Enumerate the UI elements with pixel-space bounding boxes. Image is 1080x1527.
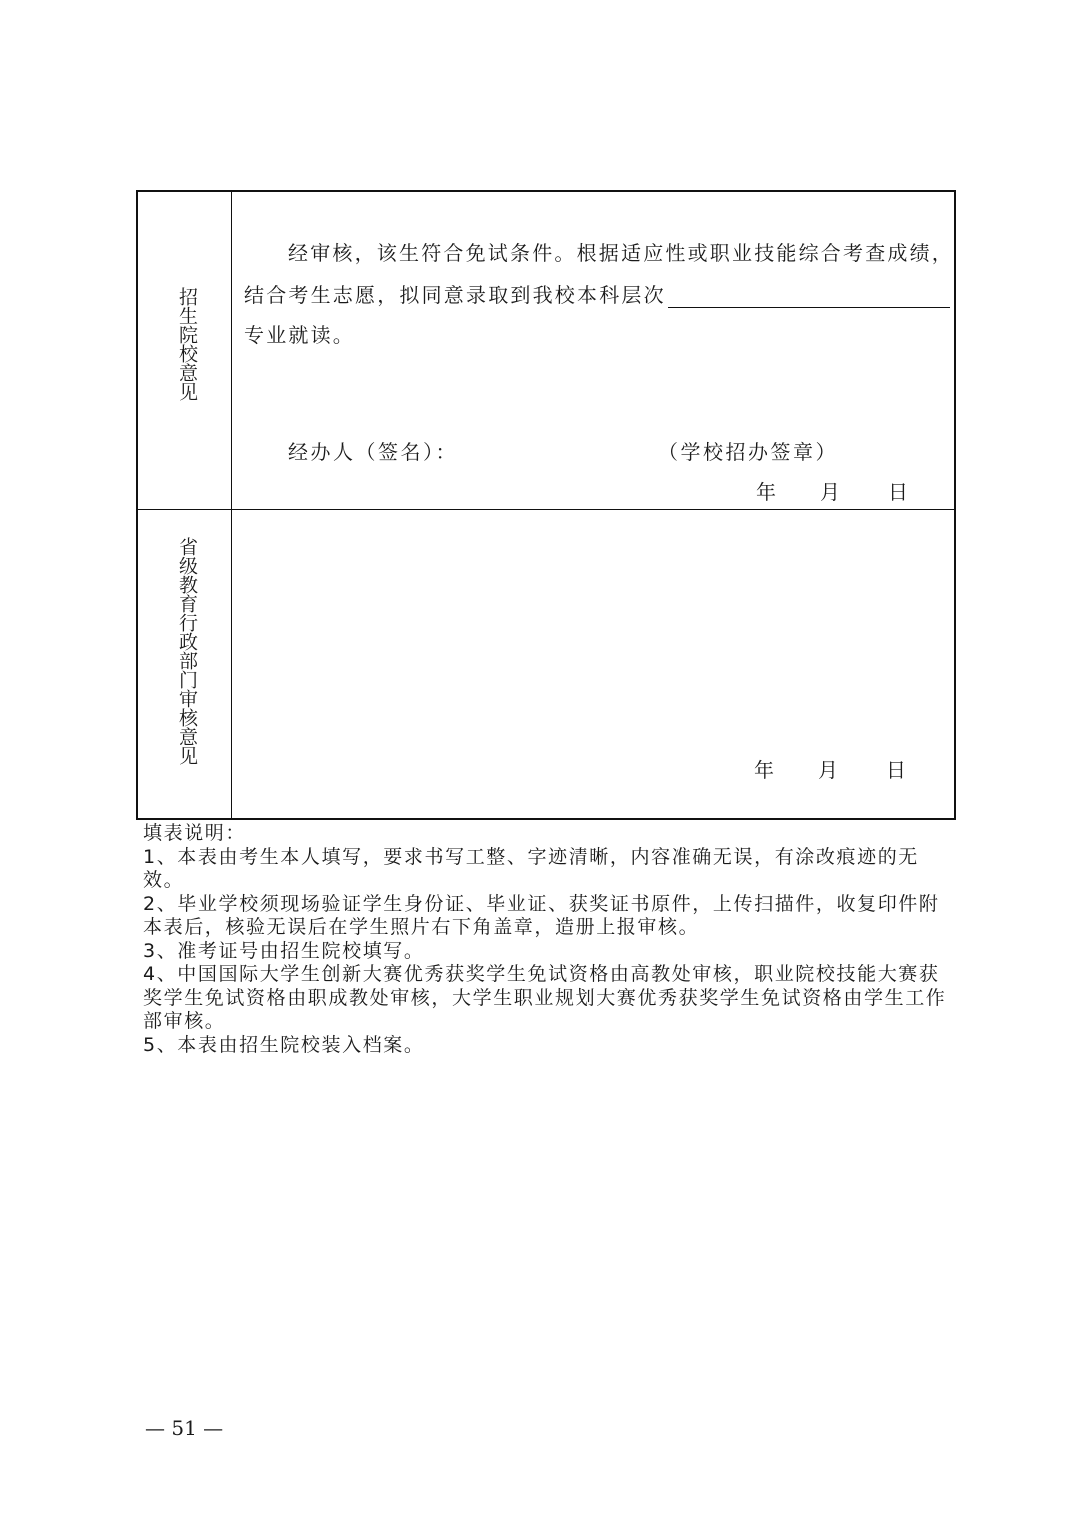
instruction-item: 4、中国国际大学生创新大赛优秀获奖学生免试资格由高教处审核，职业院校技能大赛获奖学生免试资格由职成教处审核，大学生职业规划大赛优秀获奖学生免试资格由学生工作部审核。	[143, 963, 947, 1032]
date-year-label: 年	[754, 758, 774, 782]
date-day-label: 日	[888, 480, 908, 504]
page-number: — 51 —	[145, 1416, 224, 1440]
school-seal-label: （学校招办签章）	[658, 440, 838, 464]
date-month-label: 月	[818, 758, 838, 782]
date-year-label: 年	[756, 480, 776, 504]
school-opinion-label: 招生院校意见	[176, 287, 198, 401]
province-review-label: 省级教育行政部门审核意见	[176, 537, 198, 765]
major-blank-field[interactable]	[668, 285, 950, 308]
date-day-label: 日	[886, 758, 906, 782]
school-opinion-date	[756, 476, 908, 505]
instruction-item: 5、本表由招生院校装入档案。	[143, 1033, 425, 1056]
review-statement-line1: 经审核，该生符合免试条件。根据适应性或职业技能综合考查成绩，	[288, 241, 954, 265]
instruction-item: 1、本表由考生本人填写，要求书写工整、字迹清晰，内容准确无误，有涂改痕迹的无效。	[143, 845, 919, 891]
instruction-item: 2、毕业学校须现场验证学生身份证、毕业证、获奖证书原件，上传扫描件，收复印件附本表后，核验无误后在学生照片右下角盖章，造册上报审核。	[143, 892, 940, 938]
date-month-label: 月	[820, 480, 840, 504]
handler-signature-label: 经办人（签名）：	[288, 440, 458, 464]
opinion-form-table	[136, 190, 956, 820]
review-statement-line2-text: 结合考生志愿，拟同意录取到我校本科层次	[244, 283, 666, 307]
row-divider	[138, 509, 954, 510]
fill-instructions	[143, 822, 953, 1057]
review-statement-line2	[244, 279, 950, 308]
column-divider	[231, 192, 232, 818]
province-review-date	[754, 754, 906, 783]
review-statement-line3: 专业就读。	[244, 323, 355, 347]
instruction-item: 3、准考证号由招生院校填写。	[143, 939, 425, 962]
instructions-title: 填表说明：	[143, 822, 247, 844]
